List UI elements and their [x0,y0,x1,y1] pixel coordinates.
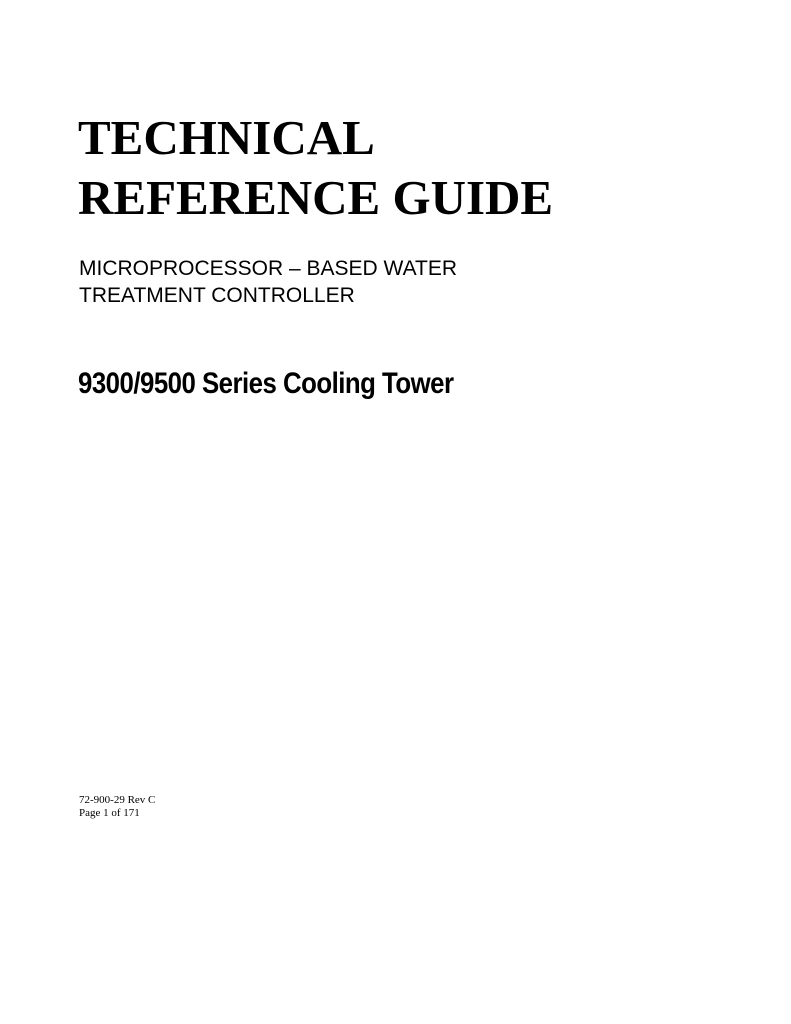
title-line-1: TECHNICAL [78,110,375,165]
subtitle-line-2: TREATMENT CONTROLLER [79,284,355,307]
product-series-heading: 9300/9500 Series Cooling Tower [78,367,454,400]
document-number: 72-900-29 Rev C [79,794,156,806]
document-info [79,794,155,820]
page-number: Page 1 of 171 [79,807,140,819]
document-title [78,108,553,228]
title-line-2: REFERENCE GUIDE [78,170,554,225]
subtitle-line-1: MICROPROCESSOR – BASED WATER [79,257,458,280]
document-subtitle [79,255,457,309]
